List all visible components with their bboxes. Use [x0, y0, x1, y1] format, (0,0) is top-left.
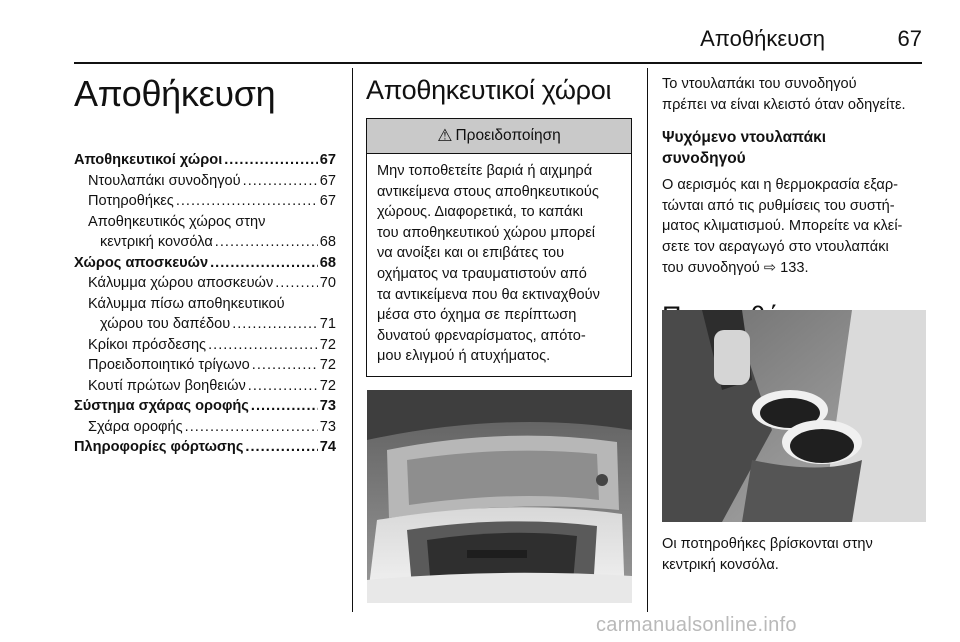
- text-line: Μην τοποθετείτε βαριά ή αιχμηρά: [377, 163, 593, 179]
- toc-entry-title: Κάλυμμα πίσω αποθηκευτικού: [88, 295, 285, 312]
- text-line: πρέπει να είναι κλειστό όταν οδηγείτε.: [662, 96, 906, 113]
- toc-entry-page: 67: [319, 193, 336, 209]
- text-line: τα αντικείμενα που θα εκτιναχθούν: [377, 286, 600, 303]
- text-line: δυνατού φρεναρίσματος, απότο-: [377, 327, 586, 344]
- section-title-storage: Αποθηκευτικοί χώροι: [366, 75, 612, 105]
- text-line: ματος κλιματισμού. Μπορείτε να κλεί-: [662, 218, 903, 235]
- text-line: μέσα στο όχημα σε περίπτωση: [377, 307, 577, 324]
- text-line: Ο αερισμός και η θερμοκρασία εξαρ-: [662, 177, 899, 194]
- toc-leader-dots: [185, 417, 318, 438]
- toc-entry-title: Ντουλαπάκι συνοδηγού: [88, 172, 241, 189]
- warning-header: [367, 119, 631, 154]
- toc-entry-page: 73: [319, 418, 336, 435]
- toc-entry[interactable]: [74, 437, 336, 458]
- toc-entry[interactable]: [74, 273, 336, 294]
- glovebox-text: [662, 74, 926, 115]
- column-divider: [647, 68, 648, 612]
- table-of-contents: [74, 150, 336, 458]
- toc-entry-page: 72: [319, 336, 336, 353]
- toc-leader-dots: [176, 191, 318, 212]
- cupholder-photo: [662, 310, 926, 522]
- toc-entry-page: 68: [319, 234, 336, 250]
- toc-entry-title: Σχάρα οροφής: [88, 418, 183, 435]
- toc-entry-title: Κουτί πρώτων βοηθειών: [88, 377, 246, 394]
- text-line: μου ελιγμού ή ατυχήματος.: [377, 348, 551, 365]
- glovebox-photo: [367, 390, 632, 603]
- text-line: συνοδηγού: [662, 150, 746, 168]
- toc-entry[interactable]: [74, 253, 336, 274]
- toc-leader-dots: [252, 355, 318, 376]
- toc-leader-dots: [210, 253, 318, 274]
- toc-entry-page: 70: [319, 275, 336, 291]
- toc-entry[interactable]: [74, 335, 336, 356]
- glovebox-column: [662, 74, 926, 332]
- text-line: Ψυχόμενο ντουλαπάκι: [662, 129, 827, 147]
- toc-entry[interactable]: [74, 314, 336, 335]
- toc-leader-dots: [232, 314, 318, 335]
- text-line: αντικείμενα στους αποθηκευτικούς: [377, 183, 599, 200]
- toc-entry-page: 73: [319, 398, 336, 414]
- toc-entry-page: 67: [319, 172, 336, 189]
- toc-entry[interactable]: [74, 232, 336, 253]
- toc-entry[interactable]: [74, 417, 336, 438]
- cooled-glovebox-text: [662, 175, 926, 278]
- page-number: 67: [897, 26, 922, 51]
- toc-entry[interactable]: [74, 150, 336, 171]
- text-line: να ανοίξει και οι επιβάτες του: [377, 245, 565, 262]
- toc-entry-page: 72: [319, 377, 336, 394]
- toc-entry-title: Χώρος αποσκευών: [74, 254, 209, 271]
- toc-leader-dots: [248, 376, 318, 397]
- text-line: οχήματος να τραυματιστούν από: [377, 265, 587, 282]
- text-line: σετε τον αεραγωγό στο ντουλαπάκι: [662, 238, 889, 255]
- text-line: κεντρική κονσόλα.: [662, 556, 779, 573]
- toc-entry-title: Κρίκοι πρόσδεσης: [88, 336, 207, 353]
- text-line: τώνται από τις ρυθμίσεις του συστή-: [662, 197, 895, 214]
- toc-leader-dots: [251, 396, 318, 417]
- toc-entry-page: 67: [319, 152, 336, 168]
- toc-entry-page: 74: [319, 439, 336, 455]
- warning-title: Προειδοποίηση: [455, 127, 561, 144]
- text-line: Το ντουλαπάκι του συνοδηγού: [662, 76, 857, 92]
- warning-triangle-icon: ⚠: [437, 126, 453, 145]
- toc-entry-page: 72: [319, 357, 336, 373]
- text-line: χώρους. Διαφορετικά, το καπάκι: [377, 204, 584, 221]
- text-line: του συνοδηγού: [662, 259, 760, 276]
- toc-entry-page: 68: [319, 254, 336, 271]
- toc-leader-dots: [275, 273, 318, 294]
- toc-entry[interactable]: [74, 212, 336, 233]
- toc-entry-title: Προειδοποιητικό τρίγωνο: [88, 357, 250, 373]
- toc-entry-title: χώρου του δαπέδου: [100, 316, 231, 332]
- toc-entry[interactable]: [74, 376, 336, 397]
- text-line: Οι ποτηροθήκες βρίσκονται στην: [662, 536, 873, 552]
- toc-column: [74, 74, 336, 458]
- warning-box: [366, 118, 632, 377]
- toc-entry[interactable]: [74, 191, 336, 212]
- toc-leader-dots: [245, 437, 317, 458]
- toc-entry-title: Αποθηκευτικοί χώροι: [74, 152, 223, 168]
- toc-entry-page: 71: [319, 316, 336, 332]
- toc-entry-title: Πληροφορίες φόρτωσης: [74, 439, 244, 455]
- toc-entry-title: κεντρική κονσόλα: [100, 234, 213, 250]
- toc-entry[interactable]: [74, 294, 336, 315]
- toc-leader-dots: [215, 232, 318, 253]
- chapter-title: Αποθήκευση: [74, 73, 276, 114]
- toc-entry[interactable]: [74, 355, 336, 376]
- toc-leader-dots: [243, 171, 318, 192]
- toc-entry-title: Ποτηροθήκες: [88, 193, 174, 209]
- header-rule: [74, 62, 922, 64]
- cupholders-text: [662, 534, 926, 575]
- toc-entry-title: Κάλυμμα χώρου αποσκευών: [88, 275, 274, 291]
- text-line: του αποθηκευτικού χώρου μπορεί: [377, 224, 595, 241]
- toc-leader-dots: [208, 335, 318, 356]
- subsection-title-cooled-glovebox: [662, 127, 926, 169]
- warning-text: [367, 154, 631, 376]
- page-reference: 133.: [780, 259, 809, 276]
- running-header-title: Αποθήκευση: [700, 26, 825, 51]
- page-reference-arrow-icon: ⇨: [763, 259, 777, 276]
- toc-entry[interactable]: [74, 171, 336, 192]
- footer-watermark: carmanualsonline.info: [596, 614, 797, 636]
- toc-leader-dots: [224, 150, 318, 171]
- column-divider: [352, 68, 353, 612]
- cupholders-text-block: [662, 534, 926, 575]
- toc-entry-title: Σύστημα σχάρας οροφής: [74, 398, 249, 414]
- toc-entry-title: Αποθηκευτικός χώρος στην: [88, 213, 266, 230]
- toc-entry[interactable]: [74, 396, 336, 417]
